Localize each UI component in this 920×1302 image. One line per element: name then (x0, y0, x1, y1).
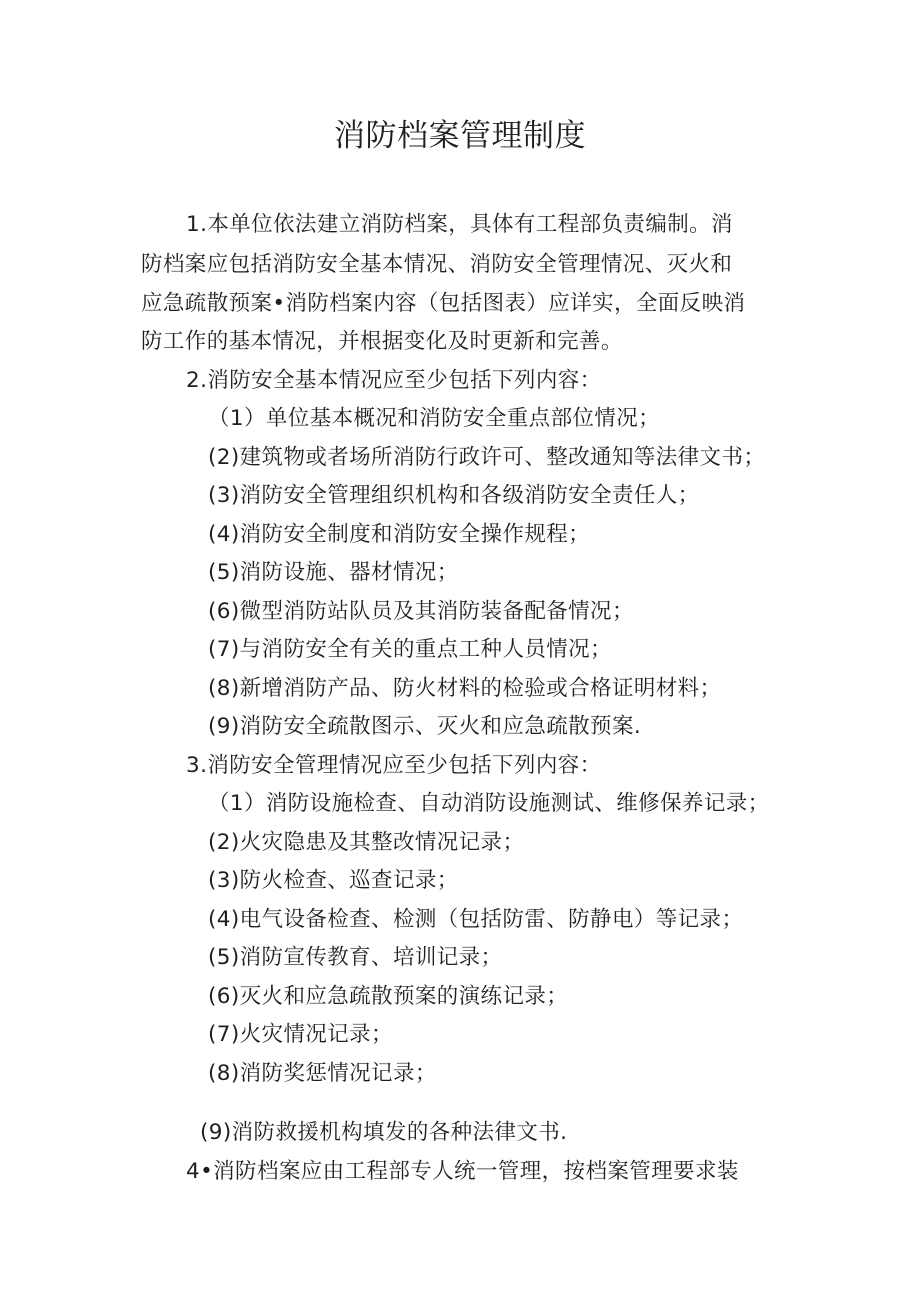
paragraph-line: 4•消防档案应由工程部专人统一管理，按档案管理要求装 (186, 1159, 739, 1184)
list-item: (7)与消防安全有关的重点工种人员情况； (208, 637, 612, 662)
paragraph-line: 防工作的基本情况，并根据变化及时更新和完善。 (141, 329, 623, 354)
list-item: (8)新增消防产品、防火材料的检验或合格证明材料； (208, 676, 722, 701)
list-item: （1）消防设施检查、自动消防设施测试、维修保养记录； (208, 791, 770, 816)
list-item: (7)火灾情况记录； (208, 1022, 393, 1047)
document-title: 消防档案管理制度 (334, 118, 586, 154)
list-item: (6)微型消防站队员及其消防装备配备情况； (208, 599, 634, 624)
paragraph-line: 应急疏散预案•消防档案内容（包括图表）应详实，全面反映消 (141, 291, 746, 316)
section-heading: 2.消防安全基本情况应至少包括下列内容： (186, 368, 602, 393)
list-item: （1）单位基本概况和消防安全重点部位情况； (208, 406, 661, 431)
list-item: (3)消防安全管理组织机构和各级消防安全责任人； (208, 483, 700, 508)
list-item: (2)火灾隐患及其整改情况记录； (208, 830, 525, 855)
list-item: (4)电气设备检查、检测（包括防雷、防静电）等记录； (208, 907, 744, 932)
list-item: (9)消防安全疏散图示、灭火和应急疏散预案. (208, 714, 642, 739)
list-item: (2)建筑物或者场所消防行政许可、整改通知等法律文书； (208, 445, 766, 470)
list-item: (3)防火检查、巡查记录； (208, 868, 459, 893)
list-item: (4)消防安全制度和消防安全操作规程； (208, 522, 591, 547)
paragraph-line: 1.本单位依法建立消防档案，具体有工程部负责编制。消 (186, 212, 733, 237)
list-item: (8)消防奖惩情况记录； (208, 1061, 437, 1086)
list-item: (5)消防宣传教育、培训记录； (208, 945, 503, 970)
list-item: (6)灭火和应急疏散预案的演练记录； (208, 984, 569, 1009)
list-item: (5)消防设施、器材情况； (208, 560, 459, 585)
paragraph-line: 防档案应包括消防安全基本情况、消防安全管理情况、灭火和 (141, 252, 733, 277)
section-heading: 3.消防安全管理情况应至少包括下列内容： (186, 753, 602, 778)
list-item: (9)消防救援机构填发的各种法律文书. (200, 1120, 568, 1145)
